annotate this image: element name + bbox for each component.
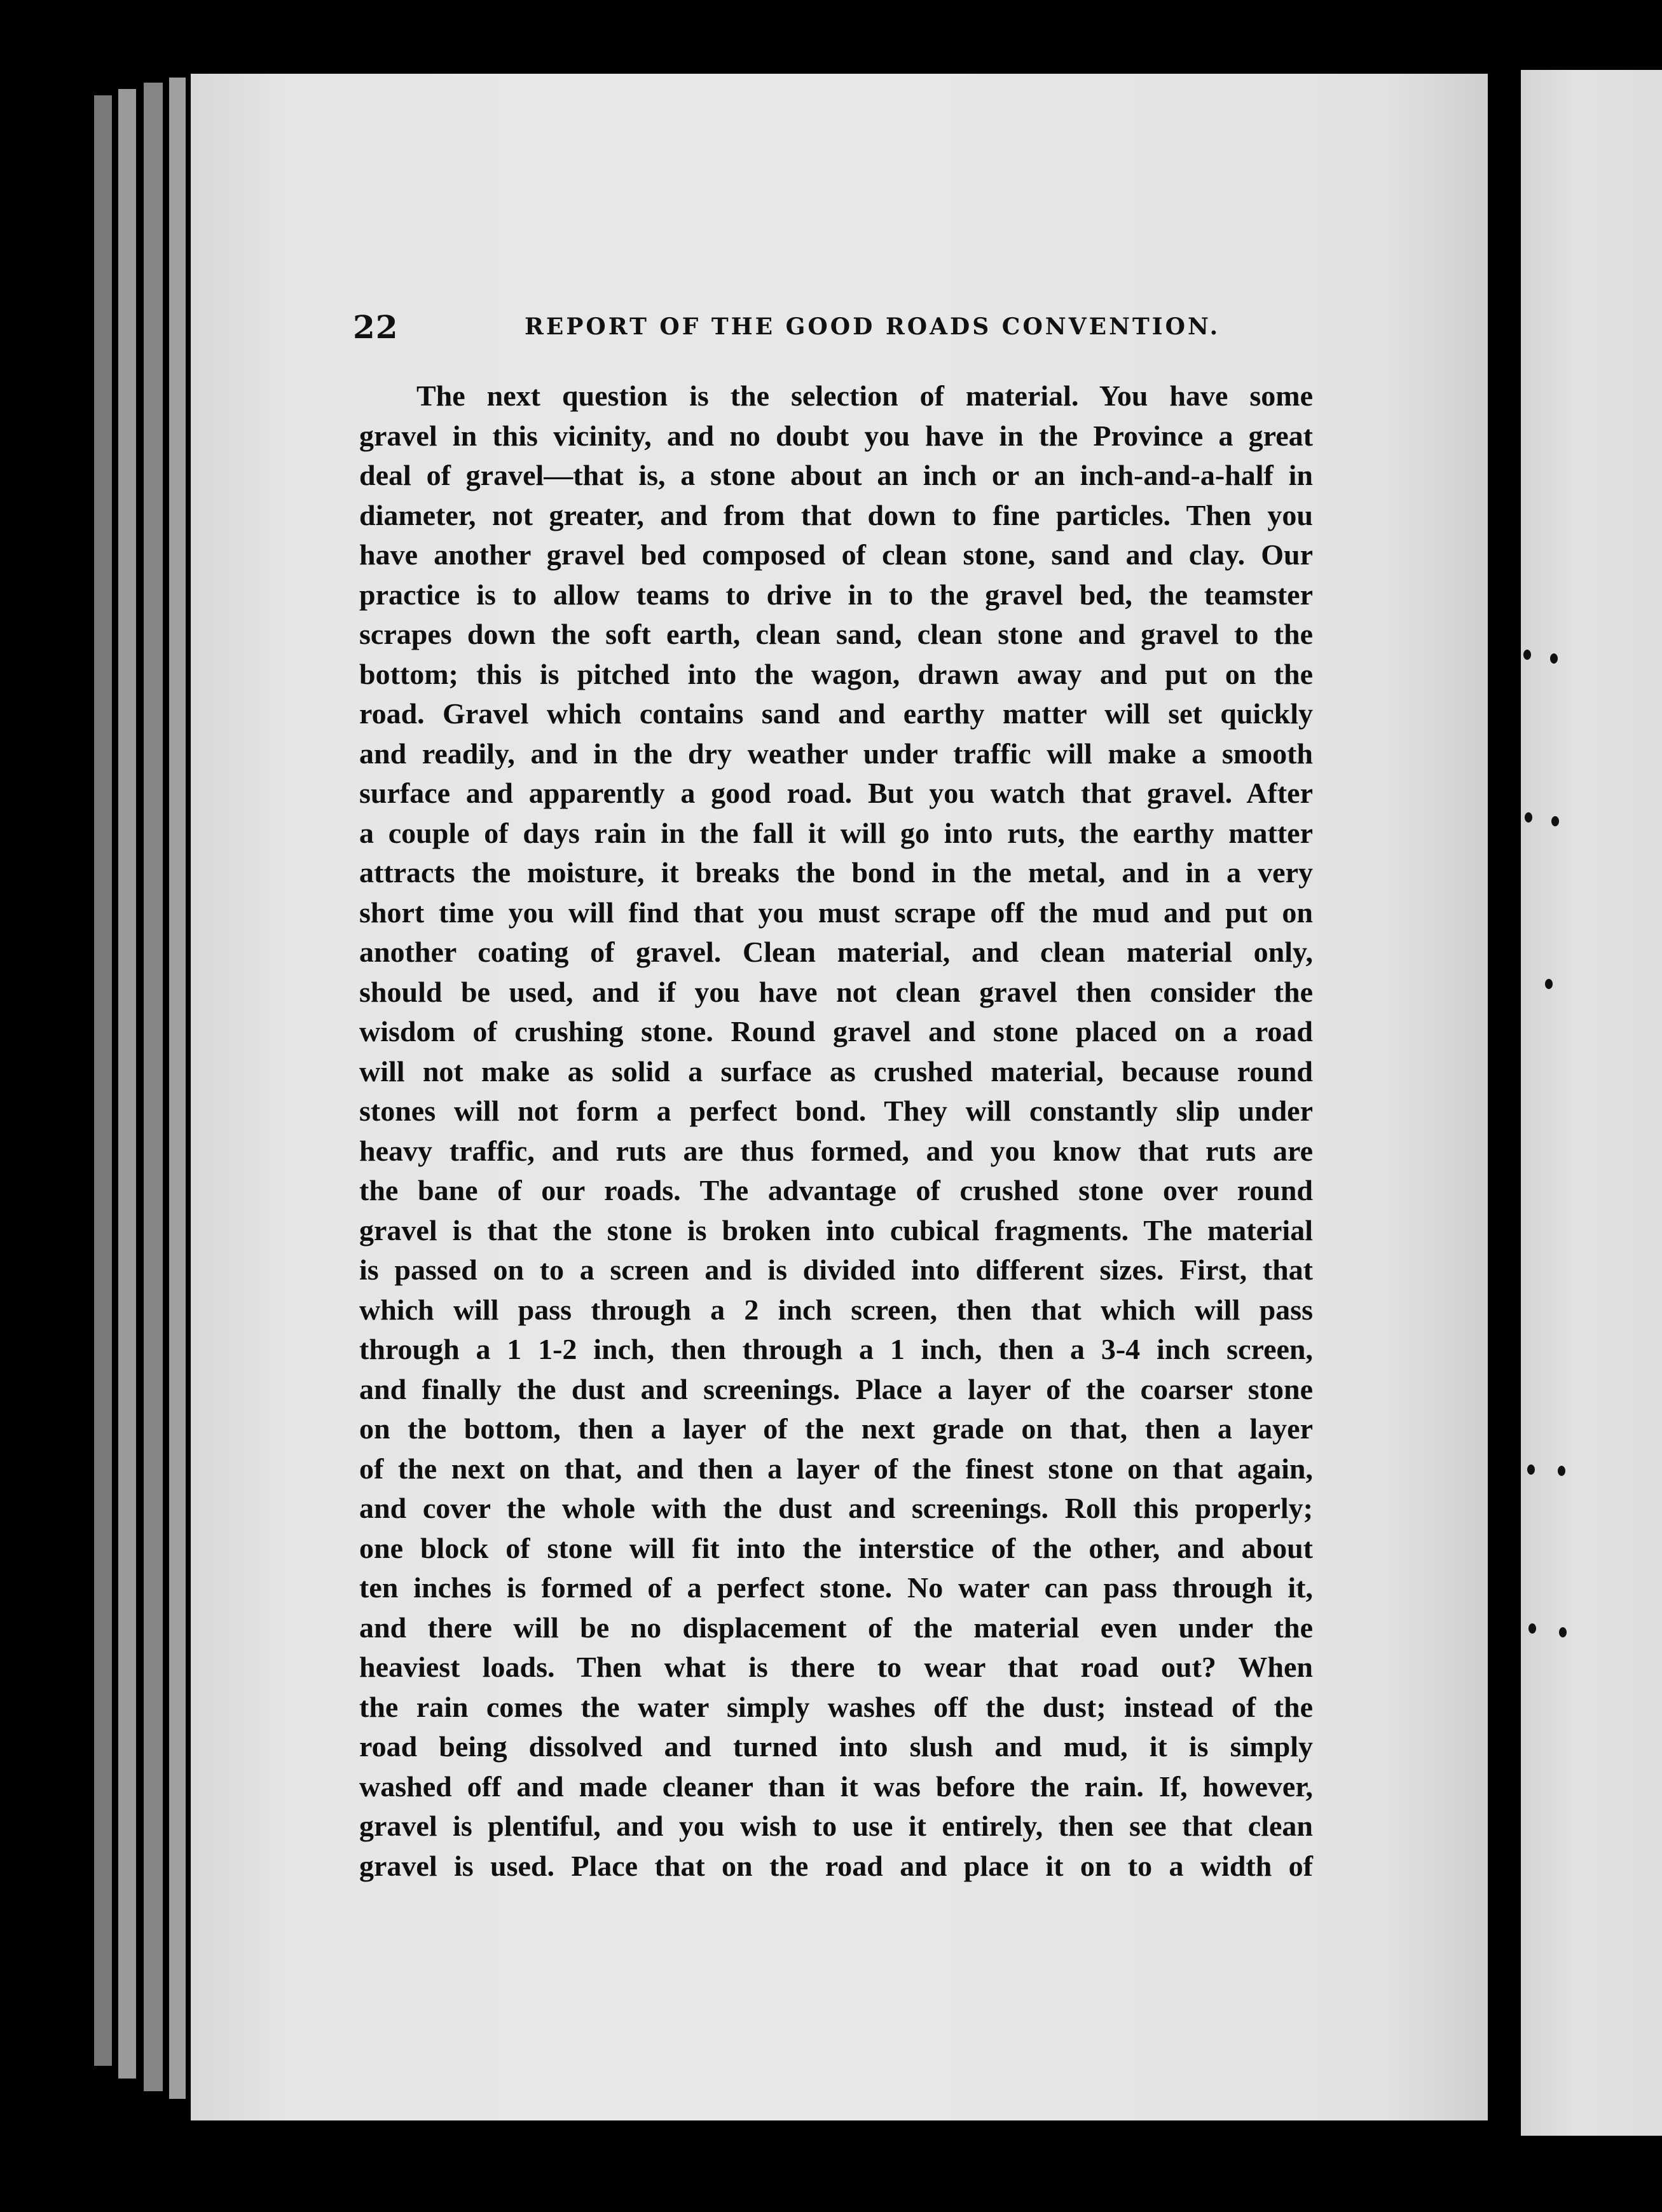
bleed-mark [1523, 650, 1531, 660]
text-line: road. Gravel which contains sand and earthy matter will set quickly [359, 697, 1313, 730]
text-line: short time you will find that you must scrape off the mud and put on [359, 896, 1313, 929]
page-edge [118, 89, 136, 2079]
page-edge [94, 95, 112, 2066]
text-line: on the bottom, then a layer of the next grade on that, then a layer [359, 1412, 1313, 1445]
bleed-mark [1527, 1464, 1535, 1475]
text-line: gravel is plentiful, and you wish to use it entirely, then see that clean [359, 1810, 1313, 1842]
text-line: which will pass through a 2 inch screen, then that which will pass [359, 1293, 1313, 1326]
text-line: practice is to allow teams to drive in to the gravel bed, the teamster [359, 578, 1313, 611]
text-line: washed off and made cleaner than it was before the rain. If, however, [359, 1770, 1313, 1803]
page-header [353, 308, 1221, 346]
text-line: wisdom of crushing stone. Round gravel and stone placed on a road [359, 1015, 1313, 1048]
bleed-mark [1545, 979, 1553, 989]
text-line: stones will not form a perfect bond. They will constantly slip under [359, 1095, 1313, 1127]
bleed-mark [1551, 816, 1559, 826]
text-line: gravel is that the stone is broken into cubical fragments. The material [359, 1213, 1313, 1246]
text-line: attracts the moisture, it breaks the bond in the metal, and in a very [359, 856, 1313, 889]
text-line: scrapes down the soft earth, clean sand, clean stone and gravel to the [359, 618, 1313, 650]
text-line: surface and apparently a good road. But you watch that gravel. After [359, 777, 1313, 809]
text-line: and there will be no displacement of the material even under the [359, 1611, 1313, 1644]
text-line: will not make as solid a surface as crushed material, because round [359, 1055, 1313, 1088]
text-line: bottom; this is pitched into the wagon, drawn away and put on the [359, 657, 1313, 690]
text-line: ten inches is formed of a perfect stone. No water can pass through it, [359, 1571, 1313, 1604]
bleed-mark [1559, 1627, 1567, 1637]
page-number: 22 [353, 308, 399, 346]
text-line: and readily, and in the dry weather under traffic will make a smooth [359, 737, 1313, 770]
text-line: through a 1 1-2 inch, then through a 1 inch, then a 3-4 inch screen, [359, 1333, 1313, 1365]
text-line: road being dissolved and turned into slush and mud, it is simply [359, 1730, 1313, 1763]
bleed-mark [1528, 1623, 1536, 1634]
bleed-mark [1525, 812, 1532, 823]
text-line: is passed on to a screen and is divided into different sizes. First, that [359, 1253, 1313, 1286]
body-text [359, 376, 1313, 1886]
text-line: the rain comes the water simply washes off the dust; instead of the [359, 1690, 1313, 1723]
text-line: have another gravel bed composed of clean stone, sand and clay. Our [359, 538, 1313, 571]
text-line: gravel is used. Place that on the road and place it on to a width of [359, 1849, 1313, 1882]
text-line: diameter, not greater, and from that down to fine particles. Then you [359, 498, 1313, 531]
text-line: deal of gravel—that is, a stone about an inch or an inch-and-a-half in [359, 459, 1313, 491]
text-line: should be used, and if you have not clean gravel then consider the [359, 975, 1313, 1008]
text-line: a couple of days rain in the fall it will go into ruts, the earthy matter [359, 816, 1313, 849]
text-line: heaviest loads. Then what is there to wear that road out? When [359, 1651, 1313, 1683]
text-line: of the next on that, and then a layer of the finest stone on that again, [359, 1452, 1313, 1485]
text-line: and cover the whole with the dust and screenings. Roll this properly; [359, 1492, 1313, 1524]
facing-page [1521, 70, 1662, 2136]
text-line: The next question is the selection of material. You have some [416, 379, 1313, 412]
text-line: one block of stone will fit into the interstice of the other, and about [359, 1531, 1313, 1564]
text-line: another coating of gravel. Clean material, and clean material only, [359, 936, 1313, 968]
text-line: the bane of our roads. The advantage of crushed stone over round [359, 1174, 1313, 1206]
text-line: gravel in this vicinity, and no doubt you have in the Province a great [359, 419, 1313, 452]
page-edge [144, 83, 163, 2091]
running-head: REPORT OF THE GOOD ROADS CONVENTION. [525, 313, 1221, 340]
text-line: and finally the dust and screenings. Place a layer of the coarser stone [359, 1372, 1313, 1405]
page-edge [169, 78, 186, 2099]
bleed-mark [1550, 653, 1558, 664]
bleed-mark [1558, 1466, 1565, 1476]
text-line: heavy traffic, and ruts are thus formed, and you know that ruts are [359, 1134, 1313, 1167]
